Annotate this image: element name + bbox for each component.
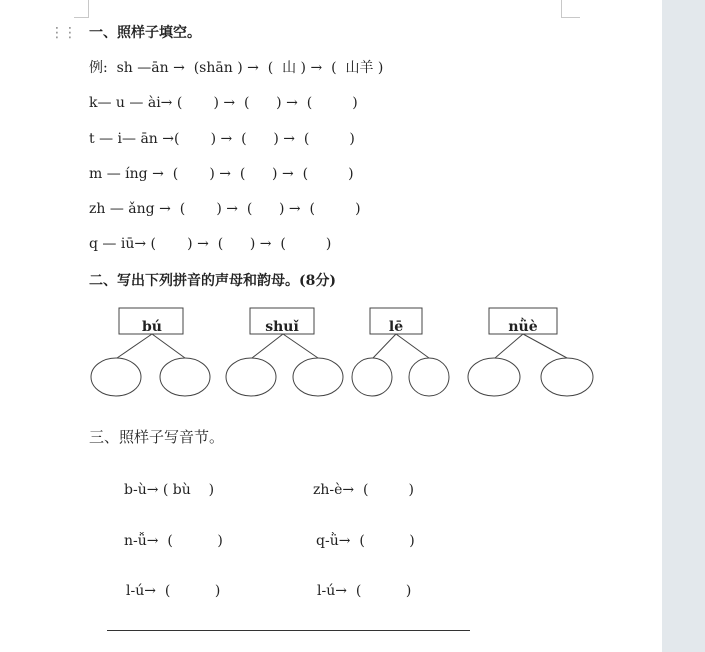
final-circle-1	[160, 358, 210, 396]
syllable-item-3: n-ǚ→ ( )	[124, 533, 223, 549]
exercise-line-3: m — íng → ( ) → ( ) → ( )	[89, 166, 354, 182]
syllable-item-4: q-ǜ→ ( )	[316, 533, 415, 549]
final-circle-3	[409, 358, 449, 396]
exercise-line-5: q — iū→ ( ) → ( ) → ( )	[89, 236, 332, 252]
syllable-item-2: zh-è→ ( )	[313, 482, 415, 498]
section1-title: 一、照样子填空。	[89, 25, 201, 41]
initial-circle-3	[352, 358, 392, 396]
exercise-line-2: t — i— ān →( ) → ( ) → ( )	[89, 131, 355, 147]
drag-handle-icon[interactable]: ⋮⋮	[50, 25, 76, 41]
syllable-box-1-label: bú	[142, 319, 162, 335]
initial-circle-1	[91, 358, 141, 396]
syllable-box-2-label: shuǐ	[265, 319, 299, 335]
example-line: 例: sh —ān → (shān ) → ( 山 ) → ( 山羊 )	[89, 60, 384, 76]
exercise-line-1: k— u — ài→ ( ) → ( ) → ( )	[89, 95, 358, 111]
section3-title: 三、照样子写音节。	[89, 428, 225, 446]
initial-circle-2	[226, 358, 276, 396]
syllable-item-5: l-ú→ ( )	[126, 583, 221, 599]
syllable-item-1: b-ù→ ( bù )	[124, 482, 215, 498]
syllable-item-6: l-ú→ ( )	[317, 583, 412, 599]
initial-circle-4	[468, 358, 520, 396]
syllable-box-3-label: lē	[388, 319, 404, 335]
final-circle-2	[293, 358, 343, 396]
bottom-rule	[107, 630, 470, 631]
final-circle-4	[541, 358, 593, 396]
section2-title: 二、写出下列拼音的声母和韵母。(8分)	[89, 273, 336, 289]
exercise-line-4: zh — ǎng → ( ) → ( ) → ( )	[89, 201, 361, 217]
syllable-box-4-label: nǜè	[508, 319, 538, 335]
